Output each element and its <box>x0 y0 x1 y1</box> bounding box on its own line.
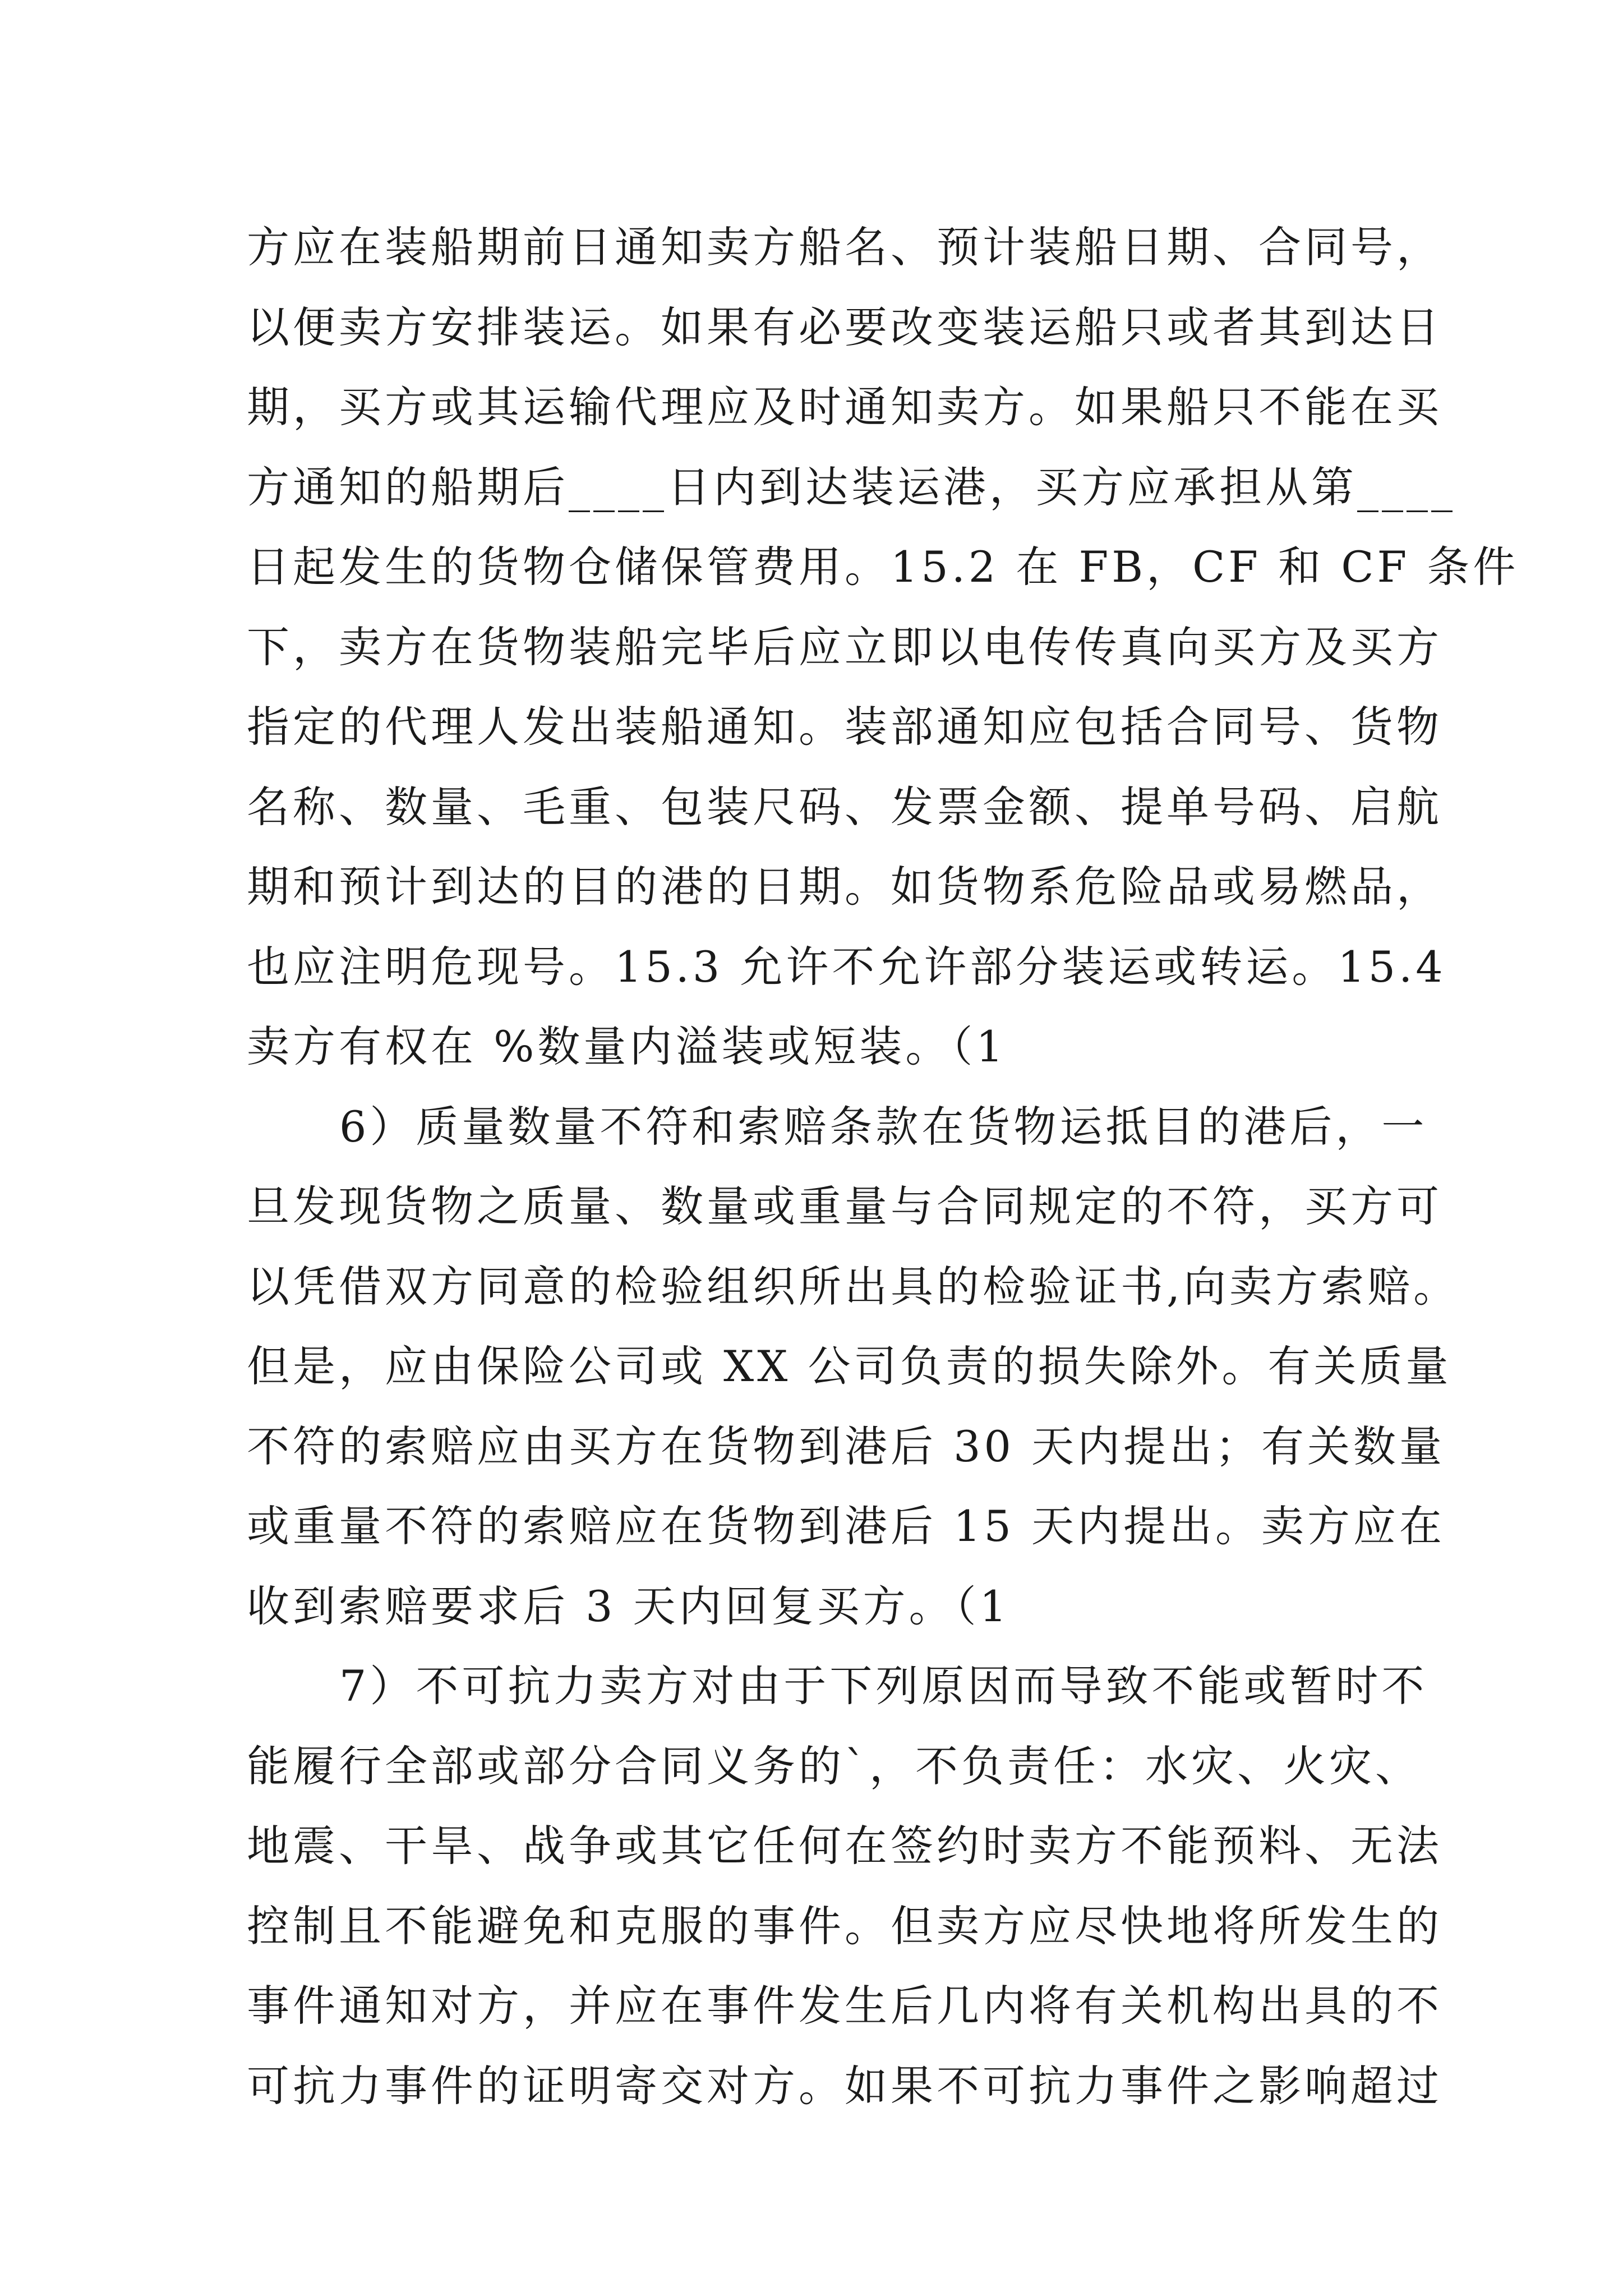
text-line: 不符的索赔应由买方在货物到港后 30 天内提出；有关数量 <box>247 1421 1446 1471</box>
text-line: 可抗力事件的证明寄交对方。如果不可抗力事件之影响超过 <box>247 2060 1442 2111</box>
text-line: 方通知的船期后____日内到达装运港，买方应承担从第____ <box>247 462 1456 512</box>
text-line: 下，卖方在货物装船完毕后应立即以电传传真向买方及买方 <box>247 622 1442 672</box>
text-line: 期，买方或其运输代理应及时通知卖方。如果船只不能在买 <box>247 382 1442 432</box>
text-line: 或重量不符的索赔应在货物到港后 15 天内提出。卖方应在 <box>247 1501 1446 1551</box>
text-line: 旦发现货物之质量、数量或重量与合同规定的不符，买方可 <box>247 1181 1442 1231</box>
text-line: 日起发生的货物仓储保管费用。15.2 在 FB，CF 和 CF 条件 <box>247 542 1519 592</box>
text-line: 地震、干旱、战争或其它任何在签约时卖方不能预料、无法 <box>247 1821 1442 1871</box>
text-line: 控制且不能避免和克服的事件。但卖方应尽快地将所发生的 <box>247 1901 1442 1951</box>
text-line: 也应注明危现号。15.3 允许不允许部分装运或转运。15.4 <box>247 941 1446 992</box>
text-line: 能履行全部或部分合同义务的`，不负责任：水灾、火灾、 <box>247 1741 1421 1791</box>
text-line: 收到索赔要求后 3 天内回复买方。（1 <box>247 1581 1011 1631</box>
text-line: 指定的代理人发出装船通知。装部通知应包括合同号、货物 <box>247 702 1442 752</box>
text-line: 事件通知对方，并应在事件发生后几内将有关机构出具的不 <box>247 1981 1442 2031</box>
paragraph-start-line: 6）质量数量不符和索赔条款在货物运抵目的港后，一 <box>339 1101 1428 1152</box>
text-line: 卖方有权在 %数量内溢装或短装。（1 <box>247 1022 1007 1071</box>
text-line: 以凭借双方同意的检验组织所出具的检验证书,向卖方索赔。 <box>247 1261 1460 1312</box>
paragraph-start-line: 7）不可抗力卖方对由于下列原因而导致不能或暂时不 <box>339 1661 1428 1711</box>
text-line: 方应在装船期前日通知卖方船名、预计装船日期、合同号， <box>247 222 1442 272</box>
text-line: 期和预计到达的目的港的日期。如货物系危险品或易燃品， <box>247 862 1442 912</box>
document-body <box>247 208 1519 2126</box>
text-line: 以便卖方安排装运。如果有必要改变装运船只或者其到达日 <box>247 302 1442 352</box>
text-line: 但是，应由保险公司或 XX 公司负责的损失除外。有关质量 <box>247 1341 1452 1391</box>
text-line: 名称、数量、毛重、包装尺码、发票金额、提单号码、启航 <box>247 781 1442 832</box>
